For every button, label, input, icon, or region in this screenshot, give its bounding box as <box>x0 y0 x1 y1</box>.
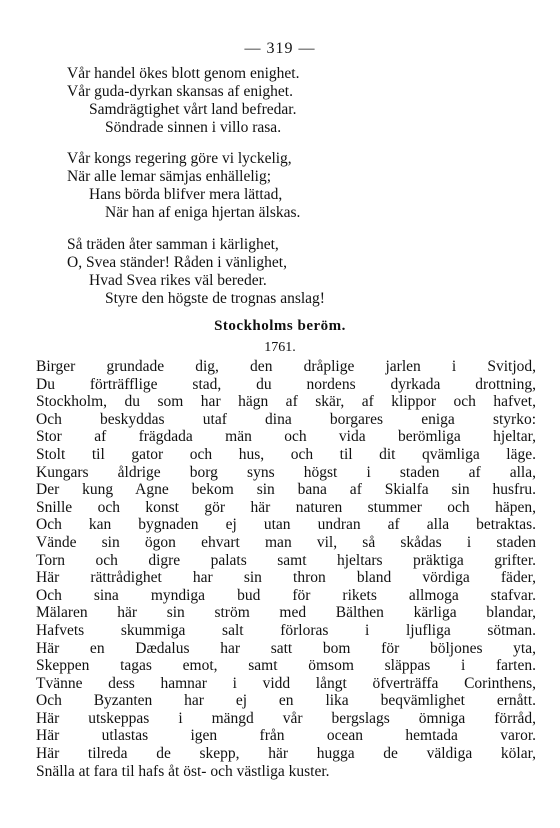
poem-line: Skeppen tagas emot, samt ömsom släppas i farten. <box>36 657 536 675</box>
poem-line: Tvänne dess hamnar i vidd långt öfverträffa Corinthens, <box>36 674 536 692</box>
poem-line: Och Byzanten har ej en lika beqvämlighet ernått. <box>36 692 536 710</box>
stanza-line: Styre den högste de trognas anslag! <box>105 290 325 307</box>
poem-line: Kungars åldrige borg syns högst i staden af alla, <box>36 463 536 481</box>
poem-line: Snälla at fara til hafs åt öst- och västliga kuster. <box>36 762 330 780</box>
poem-line: Snille och konst gör här naturen stummer och häpen, <box>36 498 536 516</box>
poem-line: Här tilreda de skepp, här hugga de väldiga kölar, <box>36 745 536 763</box>
stanza-3 <box>67 236 325 308</box>
poem-line: Torn och digre palats samt hjeltars präktiga grifter. <box>36 551 536 569</box>
stanza-line: Så träden åter samman i kärlighet, <box>67 236 279 253</box>
poem-line: Du förträfflige stad, du nordens dyrkada drottning, <box>36 375 536 393</box>
poem-line: Vände sin ögon ehvart man vil, så skådas i staden <box>36 533 536 551</box>
poem-line: Hafvets skummiga salt förloras i ljufliga sötman. <box>36 621 536 639</box>
stanza-line: Vår guda-dyrkan skansas af enighet. <box>67 83 293 100</box>
poem-year: 1761. <box>264 340 296 355</box>
poem-title: Stockholms beröm. <box>214 318 346 334</box>
poem-line: Och sina myndiga bud för rikets allmoga stafvar. <box>36 586 536 604</box>
stanza-1 <box>67 65 299 137</box>
stanza-line: Hvad Svea rikes väl bereder. <box>89 272 267 289</box>
stanza-line: Vår handel ökes blott genom enighet. <box>67 65 300 82</box>
stanza-line: O, Svea ständer! Råden i vänlighet, <box>67 254 287 271</box>
poem-line: Och beskyddas utaf dina borgares eniga styrko: <box>36 410 536 428</box>
stanza-2 <box>67 150 300 222</box>
poem-line: Här utlastas igen från ocean hemtada varor. <box>36 727 536 745</box>
poem-line: Stor af frägdada män och vida berömliga hjeltar, <box>36 428 536 446</box>
stanza-line: Vår kongs regering göre vi lyckelig, <box>67 150 292 167</box>
poem-line: Och kan bygnaden ej utan undran af alla betraktas. <box>36 516 536 534</box>
poem-body <box>36 358 536 780</box>
poem-line: Här en Dædalus har satt bom för böljones yta, <box>36 639 536 657</box>
poem-line: Der kung Agne bekom sin bana af Skialfa sin husfru. <box>36 481 536 499</box>
stanza-line: Samdrägtighet vårt land befredar. <box>89 101 297 118</box>
poem-line: Birger grundade dig, den dråplige jarlen i Svitjod, <box>36 358 536 375</box>
stanza-line: När han af eniga hjertan älskas. <box>105 204 301 221</box>
stanza-line: När alle lemar sämjas enhällelig; <box>67 168 271 185</box>
poem-line: Stolt til gator och hus, och til dit qvämliga läge. <box>36 445 536 463</box>
page-number: — 319 — <box>244 40 316 57</box>
poem-line: Här utskeppas i mängd vår bergslags ömniga förråd, <box>36 709 536 727</box>
poem-line: Mälaren här sin ström med Bälthen kärliga blandar, <box>36 604 536 622</box>
poem-line: Stockholm, du som har hägn af skär, af klippor och hafvet, <box>36 393 536 411</box>
poem-line: Här rättrådighet har sin thron bland vördiga fäder, <box>36 569 536 587</box>
stanza-line: Hans börda blifver mera lättad, <box>89 186 283 203</box>
stanza-line: Söndrade sinnen i villo rasa. <box>105 119 282 136</box>
